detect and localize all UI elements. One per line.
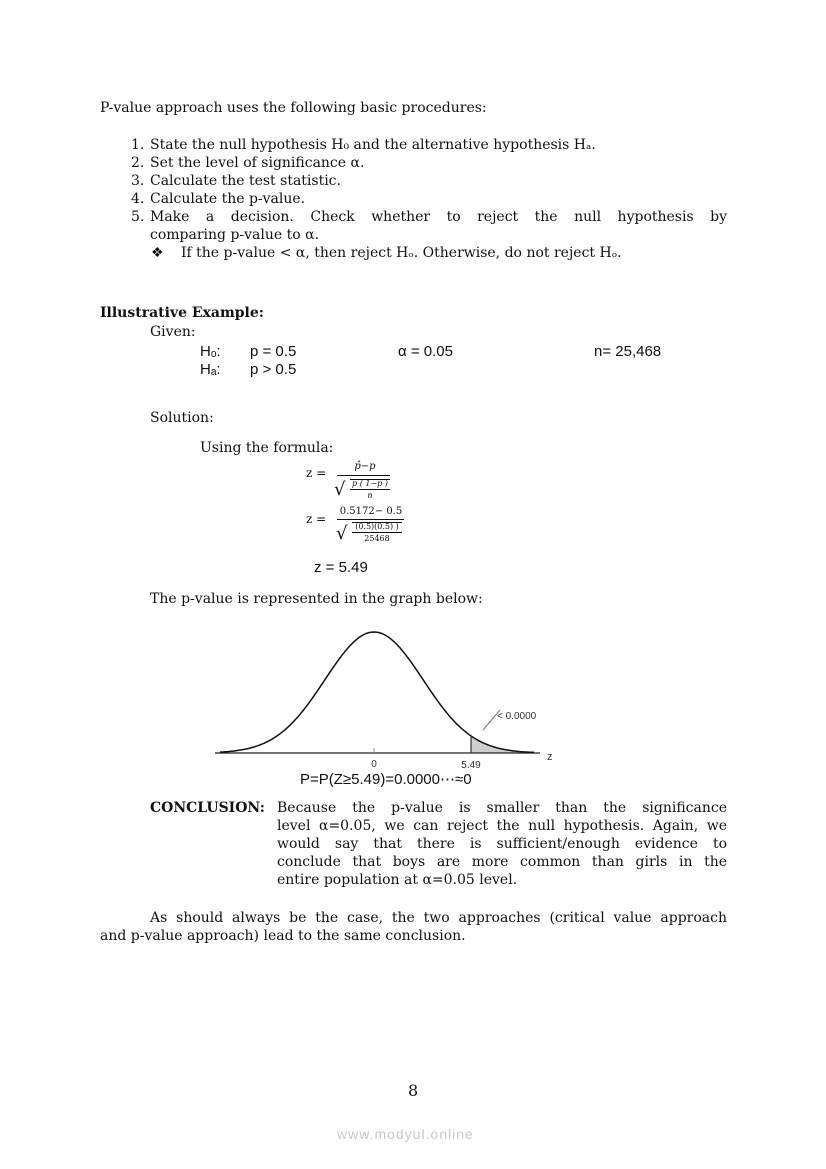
conclusion-line: conclude that boys are more common than girls in the [277, 854, 727, 870]
step-number: 5. [131, 209, 145, 225]
step-text: Set the level of significance α. [150, 155, 365, 171]
conclusion-line: would say that there is sufficient/enough evidence to [277, 836, 727, 852]
normal-curve-chart [200, 620, 580, 770]
z-result: z = 5.49 [314, 559, 368, 576]
step-text-continued: comparing p-value to α. [150, 227, 320, 243]
example-heading: Illustrative Example: [100, 305, 264, 321]
formula-den-bot: 25468 [364, 534, 390, 543]
h0-value: p = 0.5 [250, 343, 297, 360]
closing-line: As should always be the case, the two approaches (critical value approach [150, 910, 727, 926]
conclusion-line: level α=0.05, we can reject the null hypothesis. Again, we [277, 818, 727, 834]
step-text: Calculate the test statistic. [150, 173, 341, 189]
z-equals: z = [306, 466, 327, 480]
p-value-shaded-area [471, 736, 530, 753]
formula-den-top: p ( 1−p ) [350, 479, 390, 490]
step-number: 1. [131, 137, 145, 153]
fraction-bar [337, 519, 404, 520]
step-text: Calculate the p-value. [150, 191, 306, 207]
chart-caption: P=P(Z≥5.49)=0.0000⋯≈0 [300, 771, 472, 788]
ha-label: Hₐ: [200, 361, 221, 378]
h0-label: Hₒ: [200, 343, 221, 360]
step-number: 3. [131, 173, 145, 189]
step-number: 4. [131, 191, 145, 207]
conclusion-line: entire population at α=0.05 level. [277, 872, 518, 888]
step-number: 2. [131, 155, 145, 171]
fraction-bar [337, 475, 390, 476]
conclusion-label: CONCLUSION: [150, 800, 265, 816]
tick-label-549: 5.49 [461, 760, 481, 770]
z-equals: z = [306, 512, 327, 526]
intro-text: P-value approach uses the following basic procedures: [100, 100, 487, 116]
step-text: State the null hypothesis H₀ and the alternative hypothesis Hₐ. [150, 137, 596, 153]
conclusion-line: Because the p-value is smaller than the significance [277, 800, 727, 816]
closing-line: and p-value approach) lead to the same conclusion. [100, 928, 466, 944]
sqrt-icon: √ [334, 479, 346, 500]
normal-curve [220, 632, 534, 752]
graph-intro: The p-value is represented in the graph below: [150, 591, 483, 607]
sqrt-icon: √ [336, 523, 348, 544]
alpha-value: α = 0.05 [398, 343, 453, 360]
formula-numerator: 0.5172− 0.5 [339, 506, 403, 517]
given-label: Given: [150, 324, 196, 340]
step-text: Make a decision. Check whether to reject the null hypothesis by [150, 209, 727, 225]
solution-label: Solution: [150, 410, 214, 426]
tick-label-0: 0 [371, 759, 377, 770]
formula-den-bot: n [367, 491, 373, 500]
page-number: 8 [408, 1081, 419, 1100]
watermark: www.modyul.online [337, 1126, 474, 1142]
annotation-label: < 0.0000 [497, 711, 537, 722]
n-value: n= 25,468 [594, 343, 662, 360]
formula-den-top: (0.5)(0.5) ) [352, 522, 402, 533]
formula-numerator: p̂−p [354, 461, 376, 472]
axis-label-z: z [547, 751, 553, 763]
ha-value: p > 0.5 [250, 361, 297, 378]
formula-label: Using the formula: [200, 440, 334, 456]
bullet-icon: ❖ [151, 245, 164, 261]
bullet-text: If the p-value < α, then reject Hₒ. Otherwise, do not reject Hₒ. [181, 245, 622, 261]
